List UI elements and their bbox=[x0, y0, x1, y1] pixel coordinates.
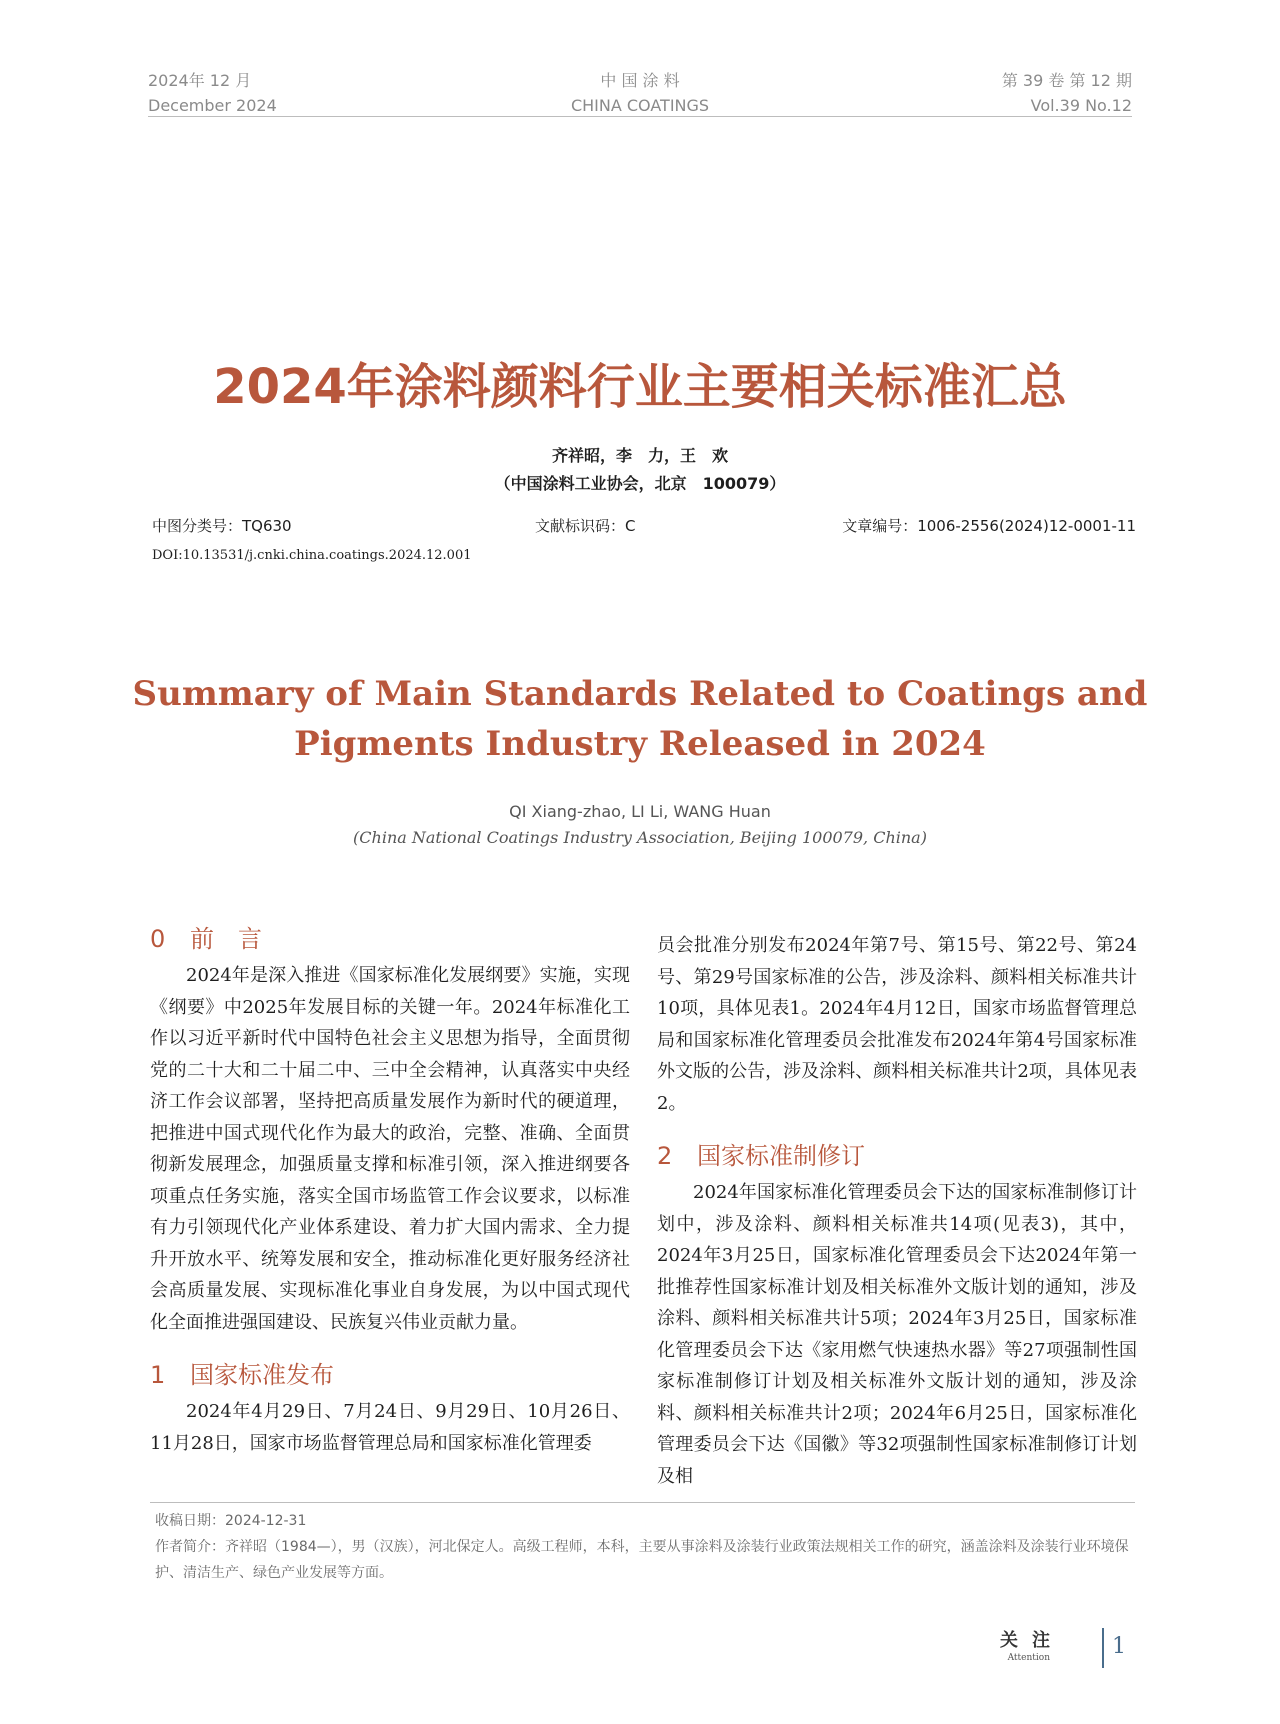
article-number: 文章编号：1006-2556(2024)12-0001-11 bbox=[842, 517, 1136, 535]
section-heading-1 bbox=[150, 1358, 630, 1392]
title-en-line1: Summary of Main Standards Related to Coatings and bbox=[132, 674, 1148, 714]
clc-number: 中图分类号：TQ630 bbox=[152, 517, 292, 535]
section-number: 0 bbox=[150, 925, 166, 953]
section-title: 前 言 bbox=[190, 925, 262, 953]
received-date: 收稿日期：2024-12-31 bbox=[155, 1513, 307, 1529]
right-column bbox=[657, 930, 1137, 1492]
header-date-en: December 2024 bbox=[148, 96, 277, 115]
section-title: 国家标准制修订 bbox=[697, 1142, 865, 1170]
affiliation-en: (China National Coatings Industry Association, Beijing 100079, China) bbox=[353, 828, 927, 847]
header-issue-en: Vol.39 No.12 bbox=[1030, 96, 1132, 115]
section-1-body-left: 2024年4月29日、7月24日、9月29日、10月26日、11月28日，国家市场监督管理总局和国家标准化管理委 bbox=[150, 1401, 630, 1454]
authors-cn: 齐祥昭，李 力，王 欢 bbox=[551, 446, 728, 465]
section-heading-2 bbox=[657, 1139, 1137, 1173]
header-date-cn: 2024年 12 月 bbox=[148, 71, 252, 90]
column-label-en: Attention bbox=[1007, 1653, 1050, 1663]
section-2-body: 2024年国家标准化管理委员会下达的国家标准制修订计划中，涉及涂料、颜料相关标准共14项(见表3)，其中，2024年3月25日，国家标准化管理委员会下达2024年第一批推荐性国家标准计划及相关标准外文版计划的通知，涉及涂料、颜料相关标准共计5项；2024年3月25日，国家标准化管理委员会下达《家用燃气快速热水器》等27项强制性国家标准制修订计划及相关标准外文版计划的通知，涉及涂料、颜料相关标准共计2项；2024年6月25日，国家标准化管理委员会下达《国徽》等32项强制性国家标准制修订计划及相 bbox=[657, 1182, 1137, 1487]
section-0-body: 2024年是深入推进《国家标准化发展纲要》实施，实现《纲要》中2025年发展目标的关键一年。2024年标准化工作以习近平新时代中国特色社会主义思想为指导，全面贯彻党的二十大和二十届二中、三中全会精神，认真落实中央经济工作会议部署，坚持把高质量发展作为新时代的硬道理，把推进中国式现代化作为最大的政治，完整、准确、全面贯彻新发展理念，加强质量支撑和标准引领，深入推进纲要各项重点任务实施，落实全国市场监管工作会议要求，以标准有力引领现代化产业体系建设、着力扩大国内需求、全力提升开放水平、统筹发展和安全，推动标准化更好服务经济社会高质量发展、实现标准化事业自身发展，为以中国式现代化全面推进强国建设、民族复兴伟业贡献力量。 bbox=[150, 965, 630, 1333]
footnote-divider bbox=[150, 1502, 1135, 1503]
section-number: 2 bbox=[657, 1142, 673, 1170]
header-issue bbox=[1002, 68, 1132, 118]
section-number: 1 bbox=[150, 1361, 166, 1389]
title-cn: 2024年涂料颜料行业主要相关标准汇总 bbox=[213, 359, 1067, 415]
doi: DOI:10.13531/j.cnki.china.coatings.2024.12.001 bbox=[152, 548, 472, 563]
affiliation-cn: （中国涂料工业协会，北京 100079） bbox=[494, 474, 786, 493]
title-en-line2: Pigments Industry Released in 2024 bbox=[294, 724, 986, 764]
left-column bbox=[150, 922, 630, 1459]
column-label bbox=[1000, 1630, 1064, 1664]
title-en bbox=[0, 669, 1280, 769]
section-heading-0 bbox=[150, 922, 630, 956]
document-code: 文献标识码：C bbox=[535, 517, 636, 535]
authors-en: QI Xiang-zhao, LI Li, WANG Huan bbox=[509, 802, 771, 821]
author-bio: 作者简介：齐祥昭（1984—），男（汉族），河北保定人。高级工程师，本科，主要从事涂料及涂装行业政策法规相关工作的研究，涵盖涂料及涂装行业环境保护、清洁生产、绿色产业发展等方面。 bbox=[155, 1539, 1129, 1581]
page-number: 1 bbox=[1112, 1634, 1126, 1659]
header-issue-cn: 第 39 卷 第 12 期 bbox=[1001, 71, 1132, 90]
page-number-bar bbox=[1102, 1628, 1104, 1668]
header-journal-en: CHINA COATINGS bbox=[570, 96, 710, 115]
column-label-cn: 关注 bbox=[1000, 1630, 1064, 1651]
header-journal-cn: 中 国 涂 料 bbox=[600, 71, 680, 90]
section-title: 国家标准发布 bbox=[190, 1361, 334, 1389]
header-divider bbox=[148, 116, 1132, 117]
section-1-body-right: 员会批准分别发布2024年第7号、第15号、第22号、第24号、第29号国家标准的公告，涉及涂料、颜料相关标准共计10项，具体见表1。2024年4月12日，国家市场监督管理总局和国家标准化管理委员会批准发布2024年第4号国家标准外文版的公告，涉及涂料、颜料相关标准共计2项，具体见表2。 bbox=[657, 935, 1137, 1114]
